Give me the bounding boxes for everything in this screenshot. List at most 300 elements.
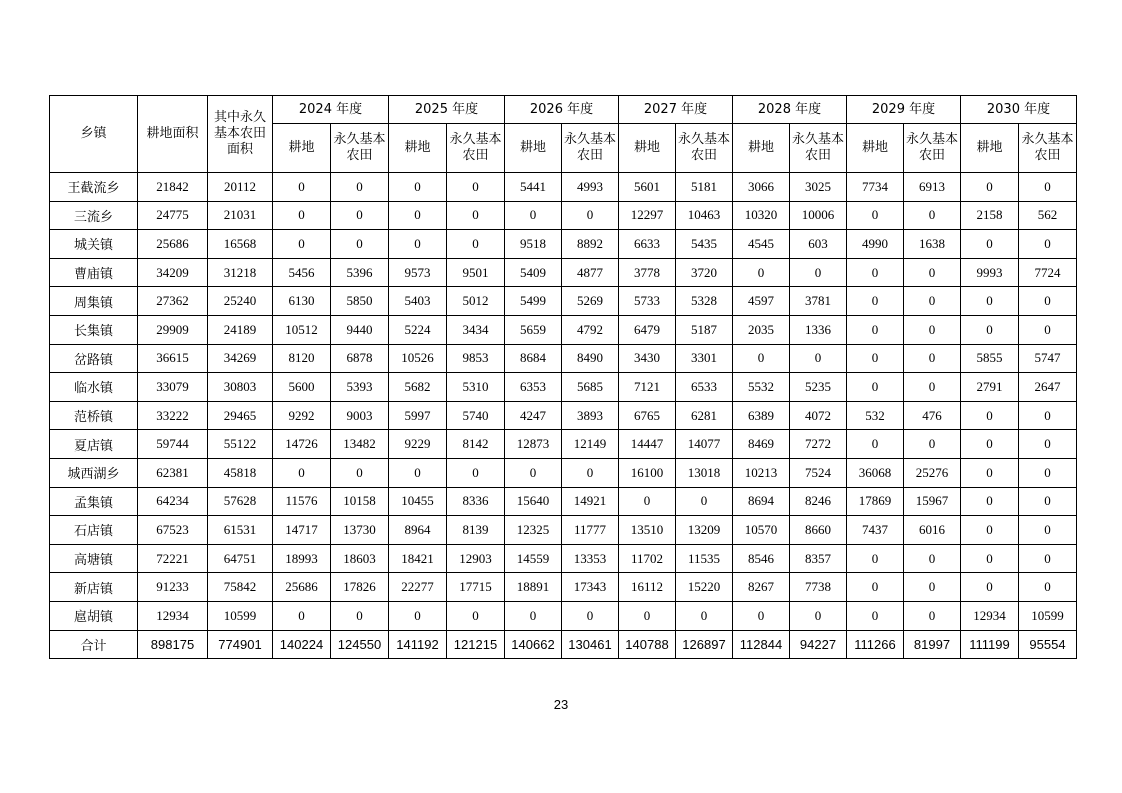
table-cell: 9993 <box>961 258 1019 287</box>
table-cell: 8694 <box>733 487 790 516</box>
table-cell: 0 <box>676 601 733 630</box>
table-cell: 11576 <box>273 487 331 516</box>
table-cell: 5396 <box>331 258 389 287</box>
township-name: 曹庙镇 <box>50 258 138 287</box>
table-cell: 0 <box>961 315 1019 344</box>
table-cell: 6281 <box>676 401 733 430</box>
table-cell: 15967 <box>904 487 961 516</box>
table-cell: 7121 <box>619 373 676 402</box>
table-cell: 5456 <box>273 258 331 287</box>
table-cell: 0 <box>733 258 790 287</box>
table-cell: 5659 <box>505 315 562 344</box>
table-cell: 17869 <box>847 487 904 516</box>
township-name: 范桥镇 <box>50 401 138 430</box>
table-cell: 8964 <box>389 516 447 545</box>
table-cell: 4792 <box>562 315 619 344</box>
table-cell: 0 <box>389 173 447 202</box>
table-cell: 18421 <box>389 544 447 573</box>
table-cell: 0 <box>961 230 1019 259</box>
table-cell: 17826 <box>331 573 389 602</box>
table-cell: 5997 <box>389 401 447 430</box>
table-cell: 29909 <box>138 315 208 344</box>
table-cell: 0 <box>1019 458 1077 487</box>
table-cell: 5269 <box>562 287 619 316</box>
table-cell: 0 <box>389 601 447 630</box>
table-cell: 6353 <box>505 373 562 402</box>
township-name: 新店镇 <box>50 573 138 602</box>
table-cell: 4877 <box>562 258 619 287</box>
total-cell: 111266 <box>847 630 904 659</box>
table-cell: 30803 <box>208 373 273 402</box>
table-cell: 0 <box>847 430 904 459</box>
township-name: 临水镇 <box>50 373 138 402</box>
table-cell: 0 <box>389 458 447 487</box>
total-cell: 141192 <box>389 630 447 659</box>
table-cell: 15640 <box>505 487 562 516</box>
table-cell: 5403 <box>389 287 447 316</box>
total-cell: 121215 <box>447 630 505 659</box>
table-cell: 0 <box>562 201 619 230</box>
table-cell: 0 <box>961 458 1019 487</box>
header-permanent-area: 其中永久基本农田面积 <box>208 96 273 173</box>
township-name: 城关镇 <box>50 230 138 259</box>
table-cell: 0 <box>961 430 1019 459</box>
header-sub-farmland: 耕地 <box>505 124 562 173</box>
table-cell: 3434 <box>447 315 505 344</box>
table-cell: 62381 <box>138 458 208 487</box>
table-cell: 34209 <box>138 258 208 287</box>
table-cell: 3781 <box>790 287 847 316</box>
township-name: 王截流乡 <box>50 173 138 202</box>
total-cell: 111199 <box>961 630 1019 659</box>
header-year: 2027 年度 <box>619 96 733 124</box>
table-row <box>50 430 1077 459</box>
table-cell: 0 <box>331 173 389 202</box>
table-cell: 0 <box>904 430 961 459</box>
table-cell: 0 <box>562 458 619 487</box>
total-cell: 898175 <box>138 630 208 659</box>
header-year: 2028 年度 <box>733 96 847 124</box>
table-cell: 16112 <box>619 573 676 602</box>
table-cell: 91233 <box>138 573 208 602</box>
table-cell: 25686 <box>138 230 208 259</box>
table-cell: 0 <box>904 258 961 287</box>
table-cell: 8246 <box>790 487 847 516</box>
table-cell: 22277 <box>389 573 447 602</box>
table-cell: 6389 <box>733 401 790 430</box>
table-cell: 3893 <box>562 401 619 430</box>
table-cell: 6016 <box>904 516 961 545</box>
table-cell: 10463 <box>676 201 733 230</box>
table-cell: 15220 <box>676 573 733 602</box>
table-cell: 5747 <box>1019 344 1077 373</box>
table-row <box>50 401 1077 430</box>
table-cell: 0 <box>1019 544 1077 573</box>
table-cell: 8892 <box>562 230 619 259</box>
table-cell: 0 <box>961 401 1019 430</box>
table-cell: 12934 <box>961 601 1019 630</box>
table-cell: 8336 <box>447 487 505 516</box>
header-year: 2025 年度 <box>389 96 505 124</box>
table-cell: 0 <box>1019 430 1077 459</box>
table-cell: 36615 <box>138 344 208 373</box>
table-cell: 0 <box>273 201 331 230</box>
header-sub-permanent: 永久基本农田 <box>331 124 389 173</box>
table-cell: 5181 <box>676 173 733 202</box>
table-cell: 9573 <box>389 258 447 287</box>
table-cell: 21842 <box>138 173 208 202</box>
table-cell: 8139 <box>447 516 505 545</box>
table-row <box>50 487 1077 516</box>
table-cell: 75842 <box>208 573 273 602</box>
table-cell: 10570 <box>733 516 790 545</box>
table-cell: 0 <box>273 173 331 202</box>
table-cell: 0 <box>273 601 331 630</box>
table-cell: 7724 <box>1019 258 1077 287</box>
table-cell: 0 <box>505 458 562 487</box>
table-cell: 25276 <box>904 458 961 487</box>
table-cell: 0 <box>331 230 389 259</box>
table-cell: 0 <box>961 573 1019 602</box>
table-cell: 3720 <box>676 258 733 287</box>
table-cell: 18891 <box>505 573 562 602</box>
table-cell: 5600 <box>273 373 331 402</box>
table-cell: 0 <box>790 258 847 287</box>
table-cell: 0 <box>447 230 505 259</box>
table-cell: 6633 <box>619 230 676 259</box>
table-cell: 5733 <box>619 287 676 316</box>
table-cell: 9003 <box>331 401 389 430</box>
table-row <box>50 573 1077 602</box>
table-cell: 8357 <box>790 544 847 573</box>
page-number: 23 <box>553 697 569 712</box>
table-cell: 5224 <box>389 315 447 344</box>
table-cell: 5685 <box>562 373 619 402</box>
table-cell: 5855 <box>961 344 1019 373</box>
table-cell: 8546 <box>733 544 790 573</box>
table-body <box>50 173 1077 659</box>
table-cell: 6479 <box>619 315 676 344</box>
table-cell: 72221 <box>138 544 208 573</box>
table-cell: 3025 <box>790 173 847 202</box>
table-cell: 0 <box>847 315 904 344</box>
table-cell: 5328 <box>676 287 733 316</box>
farmland-plan-table <box>49 95 1077 659</box>
table-cell: 5393 <box>331 373 389 402</box>
table-cell: 3066 <box>733 173 790 202</box>
table-cell: 13353 <box>562 544 619 573</box>
table-cell: 0 <box>790 344 847 373</box>
total-cell: 94227 <box>790 630 847 659</box>
table-cell: 10599 <box>1019 601 1077 630</box>
header-year: 2024 年度 <box>273 96 389 124</box>
table-cell: 29465 <box>208 401 273 430</box>
table-cell: 4072 <box>790 401 847 430</box>
header-sub-permanent: 永久基本农田 <box>562 124 619 173</box>
table-cell: 61531 <box>208 516 273 545</box>
table-cell: 562 <box>1019 201 1077 230</box>
table-cell: 0 <box>619 487 676 516</box>
table-cell: 57628 <box>208 487 273 516</box>
table-cell: 11535 <box>676 544 733 573</box>
table-cell: 0 <box>331 458 389 487</box>
table-cell: 14559 <box>505 544 562 573</box>
table-row <box>50 544 1077 573</box>
total-row <box>50 630 1077 659</box>
table-cell: 6130 <box>273 287 331 316</box>
table-cell: 8490 <box>562 344 619 373</box>
table-cell: 3430 <box>619 344 676 373</box>
table-cell: 24189 <box>208 315 273 344</box>
table-cell: 17343 <box>562 573 619 602</box>
table-cell: 0 <box>847 373 904 402</box>
table-cell: 6878 <box>331 344 389 373</box>
table-cell: 7272 <box>790 430 847 459</box>
table-cell: 7734 <box>847 173 904 202</box>
table-cell: 25686 <box>273 573 331 602</box>
header-sub-permanent: 永久基本农田 <box>676 124 733 173</box>
table-cell: 10320 <box>733 201 790 230</box>
table-cell: 59744 <box>138 430 208 459</box>
table-cell: 0 <box>733 344 790 373</box>
table-cell: 7738 <box>790 573 847 602</box>
table-cell: 0 <box>389 201 447 230</box>
table-cell: 5235 <box>790 373 847 402</box>
table-cell: 10526 <box>389 344 447 373</box>
township-name: 三流乡 <box>50 201 138 230</box>
table-cell: 14077 <box>676 430 733 459</box>
table-cell: 12873 <box>505 430 562 459</box>
table-cell: 11777 <box>562 516 619 545</box>
table-cell: 0 <box>790 601 847 630</box>
table-cell: 0 <box>847 344 904 373</box>
total-cell: 140788 <box>619 630 676 659</box>
table-cell: 5012 <box>447 287 505 316</box>
table-row <box>50 201 1077 230</box>
table-cell: 0 <box>1019 401 1077 430</box>
table-cell: 13209 <box>676 516 733 545</box>
total-cell: 140662 <box>505 630 562 659</box>
table-cell: 12934 <box>138 601 208 630</box>
header-sub-farmland: 耕地 <box>847 124 904 173</box>
table-cell: 2158 <box>961 201 1019 230</box>
header-sub-farmland: 耕地 <box>273 124 331 173</box>
table-cell: 5850 <box>331 287 389 316</box>
header-sub-farmland: 耕地 <box>619 124 676 173</box>
table-cell: 10158 <box>331 487 389 516</box>
table-cell: 5435 <box>676 230 733 259</box>
table-cell: 24775 <box>138 201 208 230</box>
table-cell: 33079 <box>138 373 208 402</box>
township-name: 城西湖乡 <box>50 458 138 487</box>
header-year: 2030 年度 <box>961 96 1077 124</box>
table-cell: 5499 <box>505 287 562 316</box>
table-cell: 0 <box>904 573 961 602</box>
table-cell: 4545 <box>733 230 790 259</box>
table-cell: 21031 <box>208 201 273 230</box>
table-cell: 0 <box>904 201 961 230</box>
table-cell: 0 <box>331 601 389 630</box>
table-cell: 18993 <box>273 544 331 573</box>
table-row <box>50 601 1077 630</box>
table-cell: 3301 <box>676 344 733 373</box>
table-cell: 12325 <box>505 516 562 545</box>
table-cell: 0 <box>961 173 1019 202</box>
table-cell: 9292 <box>273 401 331 430</box>
header-township: 乡镇 <box>50 96 138 173</box>
table-cell: 0 <box>847 544 904 573</box>
table-cell: 20112 <box>208 173 273 202</box>
township-name: 岔路镇 <box>50 344 138 373</box>
table-cell: 0 <box>676 487 733 516</box>
total-cell: 95554 <box>1019 630 1077 659</box>
table-cell: 4597 <box>733 287 790 316</box>
table-cell: 0 <box>847 287 904 316</box>
table-row <box>50 315 1077 344</box>
header-sub-permanent: 永久基本农田 <box>904 124 961 173</box>
table-cell: 16568 <box>208 230 273 259</box>
table-cell: 12903 <box>447 544 505 573</box>
header-sub-permanent: 永久基本农田 <box>790 124 847 173</box>
table-cell: 14921 <box>562 487 619 516</box>
township-name: 孟集镇 <box>50 487 138 516</box>
table-cell: 16100 <box>619 458 676 487</box>
table-cell: 7524 <box>790 458 847 487</box>
table-cell: 13018 <box>676 458 733 487</box>
table-row <box>50 373 1077 402</box>
table-cell: 0 <box>331 201 389 230</box>
table-row <box>50 516 1077 545</box>
total-cell: 774901 <box>208 630 273 659</box>
table-row <box>50 458 1077 487</box>
header-year: 2026 年度 <box>505 96 619 124</box>
table-cell: 2791 <box>961 373 1019 402</box>
table-cell: 9229 <box>389 430 447 459</box>
table-cell: 0 <box>961 487 1019 516</box>
table-cell: 0 <box>1019 173 1077 202</box>
header-farmland-area: 耕地面积 <box>138 96 208 173</box>
table-cell: 5682 <box>389 373 447 402</box>
table-cell: 10599 <box>208 601 273 630</box>
table-cell: 0 <box>273 458 331 487</box>
table-cell: 5740 <box>447 401 505 430</box>
table-cell: 0 <box>619 601 676 630</box>
table-row <box>50 344 1077 373</box>
header-year: 2029 年度 <box>847 96 961 124</box>
table-cell: 31218 <box>208 258 273 287</box>
table-cell: 532 <box>847 401 904 430</box>
table-cell: 2035 <box>733 315 790 344</box>
table-cell: 0 <box>1019 487 1077 516</box>
table-cell: 0 <box>904 344 961 373</box>
table-cell: 0 <box>273 230 331 259</box>
table-cell: 64234 <box>138 487 208 516</box>
table-cell: 0 <box>847 258 904 287</box>
township-name: 石店镇 <box>50 516 138 545</box>
township-name: 周集镇 <box>50 287 138 316</box>
table-cell: 4247 <box>505 401 562 430</box>
table-cell: 0 <box>904 544 961 573</box>
table-cell: 0 <box>904 373 961 402</box>
table-cell: 36068 <box>847 458 904 487</box>
table-cell: 9501 <box>447 258 505 287</box>
table-cell: 5532 <box>733 373 790 402</box>
table-cell: 0 <box>1019 516 1077 545</box>
table-cell: 11702 <box>619 544 676 573</box>
table-cell: 17715 <box>447 573 505 602</box>
table-cell: 67523 <box>138 516 208 545</box>
table-cell: 14447 <box>619 430 676 459</box>
table-cell: 0 <box>505 601 562 630</box>
table-cell: 34269 <box>208 344 273 373</box>
table-cell: 0 <box>1019 287 1077 316</box>
header-sub-farmland: 耕地 <box>389 124 447 173</box>
table-cell: 0 <box>904 287 961 316</box>
total-cell: 140224 <box>273 630 331 659</box>
table-cell: 6533 <box>676 373 733 402</box>
header-sub-farmland: 耕地 <box>733 124 790 173</box>
table-cell: 0 <box>562 601 619 630</box>
table-cell: 27362 <box>138 287 208 316</box>
table-cell: 10213 <box>733 458 790 487</box>
total-cell: 126897 <box>676 630 733 659</box>
total-cell: 124550 <box>331 630 389 659</box>
township-name: 高塘镇 <box>50 544 138 573</box>
table-cell: 25240 <box>208 287 273 316</box>
table-cell: 10455 <box>389 487 447 516</box>
table-cell: 7437 <box>847 516 904 545</box>
total-cell: 130461 <box>562 630 619 659</box>
table-row <box>50 173 1077 202</box>
table-cell: 6765 <box>619 401 676 430</box>
table-cell: 603 <box>790 230 847 259</box>
table-cell: 0 <box>961 516 1019 545</box>
table-cell: 8660 <box>790 516 847 545</box>
total-cell: 112844 <box>733 630 790 659</box>
table-cell: 18603 <box>331 544 389 573</box>
table-cell: 0 <box>447 201 505 230</box>
table-cell: 3778 <box>619 258 676 287</box>
table-cell: 9440 <box>331 315 389 344</box>
table-cell: 33222 <box>138 401 208 430</box>
table-cell: 5310 <box>447 373 505 402</box>
table-cell: 0 <box>505 201 562 230</box>
table-cell: 0 <box>447 601 505 630</box>
table-cell: 12297 <box>619 201 676 230</box>
table-row <box>50 287 1077 316</box>
table-cell: 0 <box>847 601 904 630</box>
header-sub-permanent: 永久基本农田 <box>447 124 505 173</box>
total-label: 合计 <box>50 630 138 659</box>
table-cell: 8267 <box>733 573 790 602</box>
table-cell: 5601 <box>619 173 676 202</box>
table-cell: 0 <box>904 601 961 630</box>
table-cell: 8684 <box>505 344 562 373</box>
table-cell: 45818 <box>208 458 273 487</box>
table-cell: 0 <box>447 173 505 202</box>
table-cell: 10006 <box>790 201 847 230</box>
table-cell: 5187 <box>676 315 733 344</box>
header-sub-farmland: 耕地 <box>961 124 1019 173</box>
table-cell: 14726 <box>273 430 331 459</box>
table-cell: 12149 <box>562 430 619 459</box>
table-cell: 476 <box>904 401 961 430</box>
header-sub-permanent: 永久基本农田 <box>1019 124 1077 173</box>
table-cell: 0 <box>961 287 1019 316</box>
table-cell: 0 <box>733 601 790 630</box>
table-cell: 9518 <box>505 230 562 259</box>
total-cell: 81997 <box>904 630 961 659</box>
